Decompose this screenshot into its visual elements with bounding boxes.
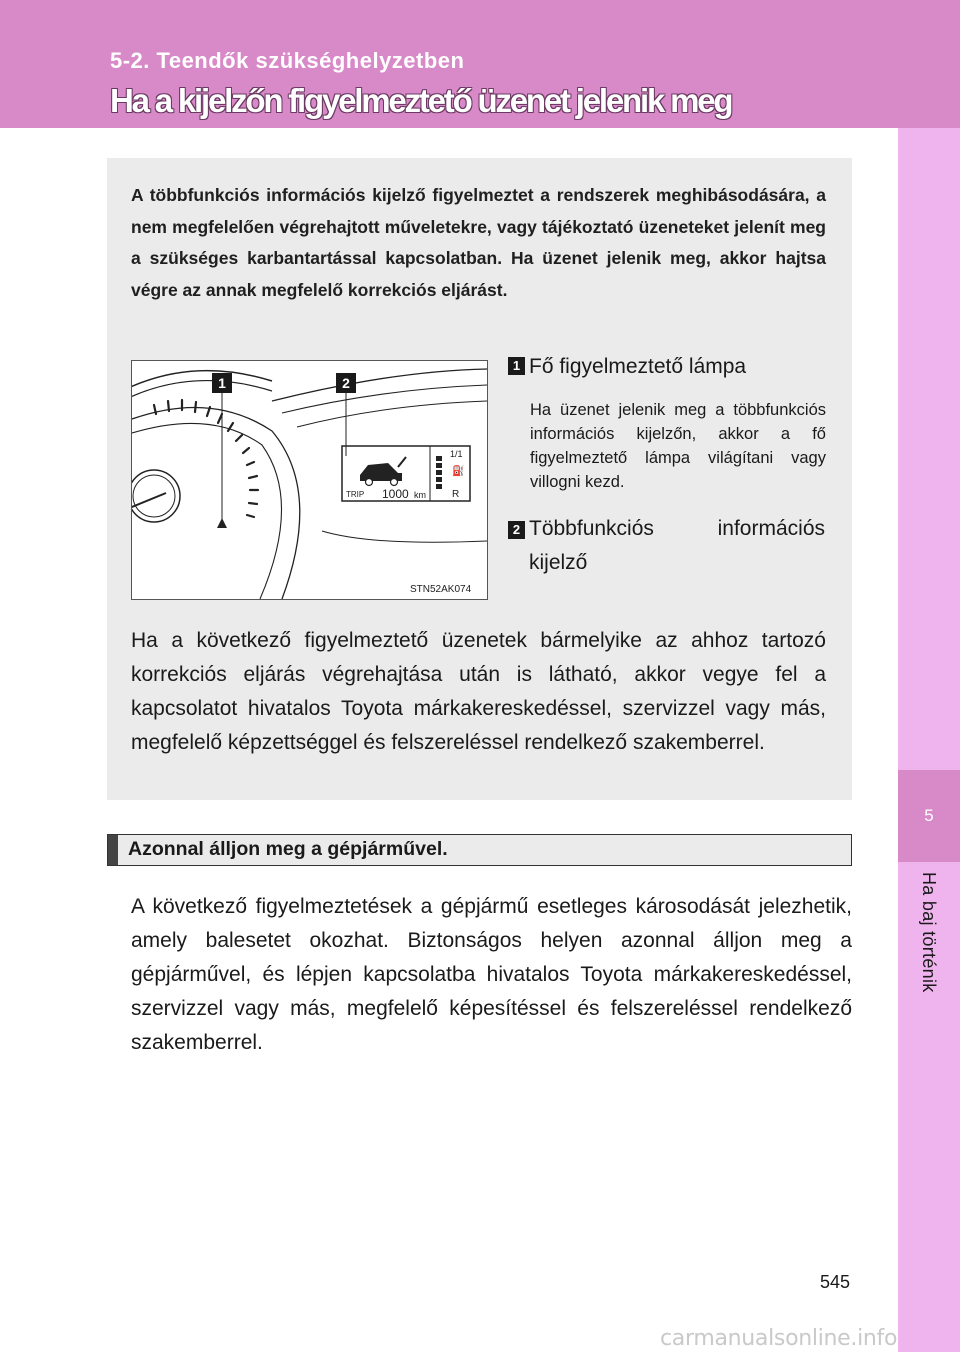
legend-title-1: Fő figyelmeztető lámpa bbox=[529, 355, 747, 378]
display-trip: TRIP bbox=[346, 490, 365, 499]
legend-number-1: 1 bbox=[508, 357, 525, 375]
instrument-cluster-figure bbox=[131, 360, 488, 600]
callout-1: 1 bbox=[218, 375, 226, 391]
legend-number-2: 2 bbox=[508, 521, 525, 539]
display-fraction: 1/1 bbox=[450, 449, 463, 459]
section-bar-accent bbox=[108, 835, 118, 865]
fuel-icon: ⛽ bbox=[452, 466, 465, 477]
chapter-label: Ha baj történik bbox=[919, 872, 939, 993]
page-title: Ha a kijelzőn figyelmeztető üzenet jelenik meg bbox=[110, 82, 732, 119]
legend-item-1 bbox=[508, 350, 826, 384]
section-body: A következő figyelmeztetések a gépjármű esetleges károsodását jelezhetik, amely balesetet okozhat. Biztonságos helyen azonnal álljon meg a gépjárművel, és lépjen kapcsolatba hivatalos Toyota márkakereskedéssel, szervizzel vagy más, megfelelő képesítéssel és felszereléssel rendelkező szakemberrel. bbox=[131, 895, 852, 1054]
page-number: 545 bbox=[820, 1272, 851, 1292]
display-gear: R bbox=[452, 489, 460, 500]
warning-lamp-icon bbox=[217, 518, 227, 528]
chapter-side-tab[interactable] bbox=[898, 128, 960, 1352]
legend-description-1: Ha üzenet jelenik meg a többfunkciós információs kijelzőn, akkor a fő figyelmeztető lámpa világítani vagy villogni kezd. bbox=[530, 401, 826, 491]
display-unit: km bbox=[414, 490, 426, 500]
instrument-cluster-illustration bbox=[132, 361, 487, 599]
legend-item-2 bbox=[508, 512, 826, 580]
intro-paragraph: A többfunkciós információs kijelző figyelmeztet a rendszerek meghibásodására, a nem megfelelően végrehajtott műveletekre, vagy tájékoztató üzeneteket jelenít meg a szükséges karbantartással kapcsolatban. Ha üzenet jelenik meg, akkor hajtsa végre az annak megfelelő korrekciós eljárást. bbox=[131, 185, 826, 300]
section-title: Azonnal álljon meg a gépjárművel. bbox=[128, 838, 448, 860]
section-heading-bar bbox=[107, 834, 852, 866]
watermark: carmanualsonline.info bbox=[660, 1326, 898, 1351]
chapter-number: 5 bbox=[924, 806, 934, 825]
callout-2: 2 bbox=[342, 375, 350, 391]
display-odometer: 1000 bbox=[382, 487, 409, 501]
figure-code: STN52AK074 bbox=[410, 584, 472, 595]
legend-title-2: Többfunkciós információs kijelző bbox=[529, 517, 825, 574]
contact-paragraph: Ha a következő figyelmeztető üzenetek bármelyike az ahhoz tartozó korrekciós eljárás végrehajtása után is látható, akkor vegye fel a kapcsolatot hivatalos Toyota márkakereskedéssel, szervizzel vagy más, megfelelő képzettséggel és felszereléssel rendelkező szakemberrel. bbox=[131, 629, 826, 754]
section-heading: 5-2. Teendők szükséghelyzetben bbox=[110, 48, 465, 73]
